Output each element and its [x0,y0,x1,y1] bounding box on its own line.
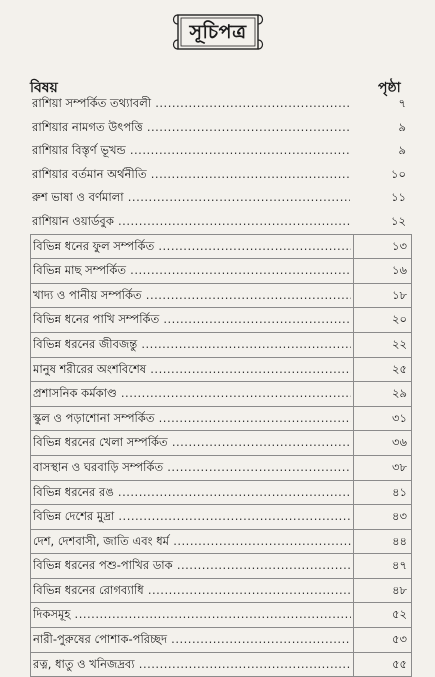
toc-row [30,628,412,653]
page-column-header: পৃষ্ঠা [378,80,401,96]
toc-topic: রাশিয়ার বর্তমান অর্থনীতি ..... [32,163,350,187]
toc-page-number: ১৬ [392,263,407,278]
page-title: সূচিপত্র [189,21,247,43]
toc-row [30,163,412,187]
toc-row [30,92,412,116]
toc-topic: বিভিন্ন ধরনের জীবজন্তু ..... [33,333,351,357]
toc-topic: খাদ্য ও পানীয় সম্পর্কিত ..... [33,284,351,308]
toc-row [30,259,412,284]
toc-topic: রত্ন, ধাতু ও খনিজদ্রব্য ..... [33,653,351,677]
toc-row [30,530,412,555]
toc-page-number: ২০ [392,312,407,327]
toc-topic: স্কুল ও পড়াশোনা সম্পর্কিত ..... [33,407,351,431]
toc-list [30,92,412,677]
toc-row [30,210,412,234]
toc-row [30,456,412,481]
toc-page-number: ১০ [391,166,406,181]
toc-page-number: ৪৪ [392,533,407,548]
toc-page-number: ৩৮ [392,459,407,474]
toc-row [30,603,412,628]
toc-page-number: ৪৮ [392,582,407,597]
toc-row [30,481,412,506]
toc-page-number: ১৩ [392,238,407,253]
toc-row [30,579,412,604]
toc-topic: প্রশাসনিক কর্মকাণ্ড ..... [33,382,351,406]
toc-topic: রাশিয়া সম্পর্কিত তথ্যাবলী ..... [32,92,350,116]
toc-page-number: ৫২ [392,607,407,622]
toc-topic: বিভিন্ন ধনের ফুল সম্পর্কিত ..... [33,235,351,259]
toc-row [30,554,412,579]
toc-topic: বিভিন্ন ধরনের রোগব্যাধি ..... [33,579,351,603]
toc-row [30,116,412,140]
toc-topic: বিভিন্ন ধরনের রঙ ..... [33,481,351,505]
toc-page-number: ৭ [398,96,406,110]
toc-page-number: ৩১ [392,410,407,425]
toc-page-number: ২৯ [392,386,407,401]
toc-topic: বিভিন্ন ধনের পাখি সম্পর্কিত ..... [33,308,351,332]
toc-topic: রাশিয়ার বিস্তৃর্ণ ভূখন্ড ..... [32,139,350,163]
toc-page-number: ১৮ [392,287,407,302]
toc-row [30,308,412,333]
toc-row [30,431,412,456]
toc-row [30,407,412,432]
toc-page-number: ৩৬ [392,435,407,450]
toc-row [30,186,412,210]
toc-row [30,234,412,260]
toc-row [30,505,412,530]
toc-page-number: ৯ [398,143,406,158]
toc-row [30,333,412,358]
toc-topic: রাশিয়ার নামগত উৎপত্তি ..... [32,116,350,140]
toc-topic: নারী-পুরুষের পোশাক-পরিচ্ছদ ..... [33,628,351,652]
toc-topic: বিভিন্ন মাছ সম্পর্কিত ..... [33,259,351,283]
toc-page-number: ৯ [398,119,406,134]
toc-topic: দিকসমূহ ..... [33,603,351,627]
toc-topic: বিভিন্ন ধরনের পশু-পাখির ডাক ..... [33,554,351,578]
toc-topic: বিভিন্ন দেশের মুদ্রা ..... [33,505,351,529]
toc-page-number: ৫৩ [392,632,407,647]
title-banner [170,12,266,52]
toc-page-number: ২৫ [392,361,407,376]
toc-topic: রাশিয়ান ওয়ার্ডবুক ..... [32,210,350,234]
toc-page-number: ২২ [392,336,407,351]
toc-page-number: ৪১ [392,484,407,499]
toc-topic: মানুষ শরীরের অংশবিশেষ ..... [33,358,351,382]
topic-column-header: বিষয় [30,80,58,96]
toc-page-number: ৫৫ [392,656,407,671]
toc-page-number: ১২ [391,213,406,228]
toc-page-number: ১১ [391,190,406,205]
toc-page-number: ৪৩ [392,509,407,524]
toc-topic: বিভিন্ন ধরনের খেলা সম্পর্কিত ..... [33,431,351,455]
toc-row [30,284,412,309]
toc-page-number: ৪৭ [392,558,407,573]
toc-topic: রুশ ভাষা ও বর্ণমালা ..... [32,186,350,210]
toc-row [30,358,412,383]
toc-topic: দেশ, দেশবাসী, জাতি এবং ধর্ম ..... [33,530,351,554]
toc-topic: বাসস্থান ও ঘরবাড়ি সম্পর্কিত ..... [33,456,351,480]
toc-row [30,139,412,163]
toc-row [30,382,412,407]
